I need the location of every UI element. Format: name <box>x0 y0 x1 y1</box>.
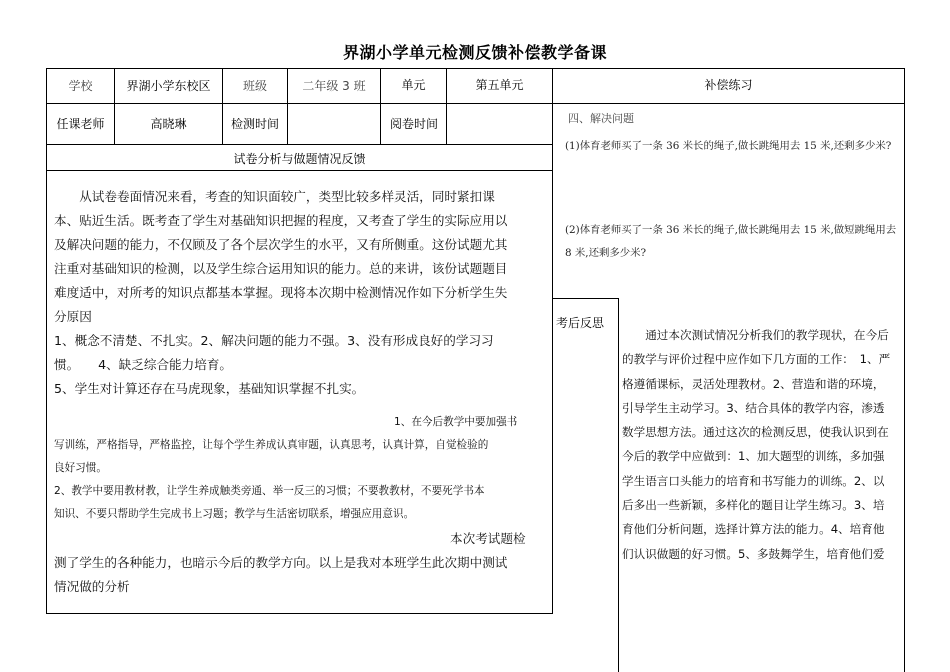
teacher-value: 高晓琳 <box>150 117 187 131</box>
unit-value: 第五单元 <box>475 78 524 92</box>
test-time-label: 检测时间 <box>231 117 280 131</box>
table-rule <box>552 68 553 614</box>
compensation-label: 补偿练习 <box>704 78 753 92</box>
table-border-right <box>904 68 905 672</box>
table-border-left <box>46 68 47 614</box>
class-value: 二年级 3 班 <box>302 79 366 93</box>
compensation-question-1: (1)体育老师买了一条 36 米长的绳子,做长跳绳用去 15 米,还剩多少米? <box>565 140 892 152</box>
table-rule <box>552 298 618 299</box>
analysis-main-text: 从试卷卷面情况来看，考查的知识面较广，类型比较多样灵活，同时紧扣课 本、贴近生活。既考查了学生对基础知识把握的程度，又考查了学生的实际应用以 及解决问题的能力，不仅顾及了各个层次学生的水平，又有所侧重。这份试题尤其 注重对基础知识的检测，以及学生综合运用知识的能力。总的来讲，该份试题题目 难度适中，对所考的知识点都基本掌握。现将本次期中检测情况作如下分析学生失 分原因 1、概念不清楚、不扎实。2、解决问题的能力不强。3、没有形成良好的学习习 惯。 4、缺乏综合能力培育。 5、学生对计算还存在马虎现象，基础知识掌握不扎实。 <box>54 189 508 396</box>
table-rule <box>618 298 619 672</box>
reflection-text: 通过本次测试情况分析我们的教学现状，在今后 的教学与评价过程中应作如下几方面的工作： 1、严 格遵循课标，灵活处理教材。2、营造和谐的环境， 引导学生主动学习。3、结合具体的教学内容，渗透 数学思想方法。通过这次的检测反思，使我认识到在 今后的教学中应做到：1、加大题型的训练，多加强 学生语言口头能力的培育和书写能力的训练。2、以 后多出一些新颖，多样化的题目让学生练习。3、培 育他们分析问题，选择计算方法的能力。4、培育他 们认识做题的好习惯。5、多鼓舞学生，培育他们爱 <box>622 328 891 561</box>
analysis-tail-text: 本次考试题检 测了学生的各种能力，也暗示今后的教学方向。以上是我对本班学生此次期中测试 情况做的分析 <box>54 531 526 594</box>
school-value: 界湖小学东校区 <box>126 79 211 93</box>
analysis-small-text: 1、在今后教学中要加强书 写训练，严格指导，严格监控，让每个学生养成认真审题，认真思考，认真计算，自觉检验的 良好习惯。 2、教学中要用教材教，让学生养成触类旁通、举一反三的习惯；不要教教材，不要死学书本 知识、不要只帮助学生完成书上习题；教学与生活密切联系，增强应用意识。 <box>54 416 518 520</box>
reflection-label: 考后反思 <box>556 316 605 330</box>
table-rule <box>46 103 904 104</box>
class-label: 班级 <box>242 79 267 93</box>
table-rule <box>46 144 552 145</box>
compensation-question-2: (2)体育老师买了一条 36 米长的绳子,做长跳绳用去 15 米,做短跳绳用去 8 米,还剩多少米? <box>565 224 897 259</box>
compensation-section-title: 四、解决问题 <box>568 112 634 125</box>
table-rule <box>46 170 552 171</box>
analysis-heading: 试卷分析与做题情况反馈 <box>233 152 366 166</box>
school-label: 学校 <box>68 79 93 93</box>
teacher-label: 任课老师 <box>56 117 105 131</box>
page-title: 界湖小学单元检测反馈补偿教学备课 <box>342 43 607 62</box>
unit-label: 单元 <box>401 78 426 92</box>
review-time-label: 阅卷时间 <box>390 117 439 131</box>
table-border-top <box>46 68 904 69</box>
table-border-bottom <box>46 613 552 614</box>
